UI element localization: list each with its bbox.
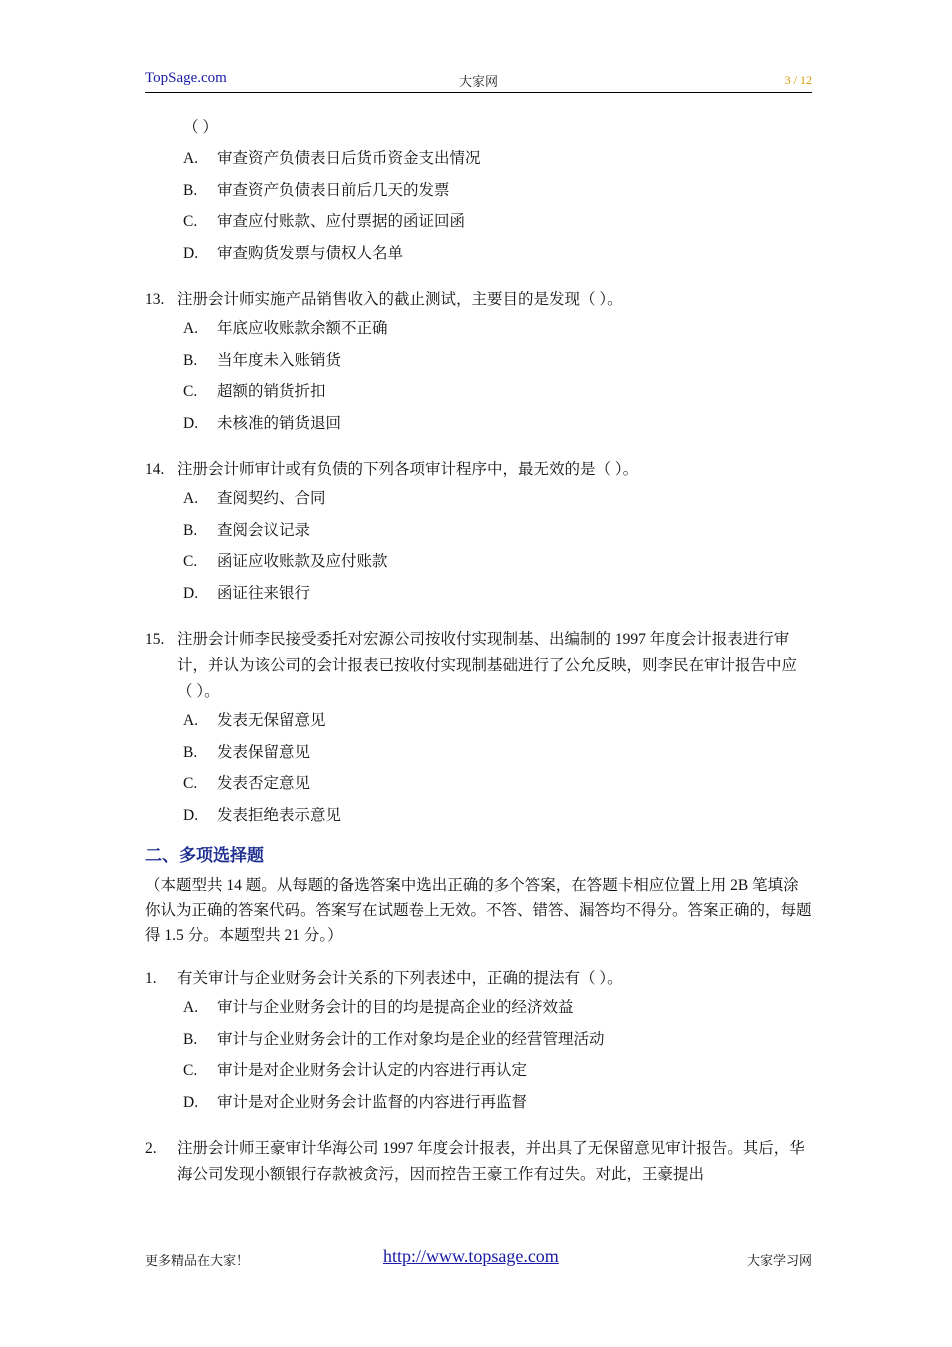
section-instructions: （本题型共 14 题。从每题的备选答案中选出正确的多个答案，在答题卡相应位置上用 2B 笔填涂你认为正确的答案代码。答案写在试题卷上无效。不答、错答、漏答均不得分。答案正确的，每题得 1.5 分。本题型共 21 分。） xyxy=(145,877,812,944)
question-number: 13. xyxy=(145,291,165,308)
footer-tagline: 更多精品在大家！ xyxy=(145,1253,250,1268)
option-letter: C. xyxy=(183,553,198,570)
mc-question-2 xyxy=(145,1136,812,1188)
question-13 xyxy=(145,287,812,439)
question-text: 注册会计师审计或有负债的下列各项审计程序中，最无效的是（ ）。 xyxy=(177,461,639,478)
option-text: 审查购货发票与债权人名单 xyxy=(217,244,404,262)
option-text: 审计是对企业财务会计监督的内容进行再监督 xyxy=(217,1093,528,1111)
option xyxy=(145,376,812,408)
option xyxy=(145,705,812,737)
option-text: 年底应收账款余额不正确 xyxy=(217,320,388,337)
footer-site-name: 大家学习网 xyxy=(746,1253,812,1268)
question-stem xyxy=(145,966,812,992)
option-text: 审计是对企业财务会计认定的内容进行再认定 xyxy=(217,1062,528,1079)
page-content xyxy=(145,112,812,1188)
option-letter: C. xyxy=(183,775,198,792)
option-text: 函证应收账款及应付账款 xyxy=(217,553,388,570)
option xyxy=(145,143,812,175)
question-number: 2. xyxy=(145,1140,157,1157)
option-text: 审查资产负债表日前后几天的发票 xyxy=(217,181,450,199)
option xyxy=(145,768,812,800)
footer-link[interactable]: http://www.topsage.com xyxy=(383,1246,559,1266)
option xyxy=(145,546,812,578)
option-text: 发表保留意见 xyxy=(217,743,311,761)
option xyxy=(145,206,812,238)
option-text: 发表无保留意见 xyxy=(217,712,326,729)
option-text: 查阅会议记录 xyxy=(217,521,311,539)
option-letter: B. xyxy=(183,351,198,369)
option-text: 当年度未入账销货 xyxy=(217,351,342,369)
option-letter: C. xyxy=(183,213,198,230)
option xyxy=(145,515,812,547)
header-title: 大家网 xyxy=(458,74,498,89)
question-14 xyxy=(145,457,812,609)
question-stem xyxy=(145,457,812,483)
option-text: 审计与企业财务会计的目的均是提高企业的经济效益 xyxy=(217,999,574,1016)
option xyxy=(145,238,812,270)
question-stem xyxy=(145,627,812,705)
option xyxy=(145,800,812,832)
option-text: 审查应付账款、应付票据的函证回函 xyxy=(217,213,466,230)
option-letter: B. xyxy=(183,1030,198,1048)
option xyxy=(145,737,812,769)
question-12-continued xyxy=(145,112,812,269)
page-header xyxy=(145,68,812,93)
option-letter: D. xyxy=(183,414,199,432)
option xyxy=(145,483,812,515)
option-letter: A. xyxy=(183,320,199,337)
option xyxy=(145,1024,812,1056)
option-letter: A. xyxy=(183,490,199,507)
option-text: 超额的销货折扣 xyxy=(217,383,326,400)
option-letter: A. xyxy=(183,712,199,729)
question-stem xyxy=(145,1136,812,1188)
option-letter: C. xyxy=(183,1062,198,1079)
header-page-number: 3 / 12 xyxy=(784,73,812,87)
option xyxy=(145,345,812,377)
option-text: 审查资产负债表日后货币资金支出情况 xyxy=(217,150,481,167)
option xyxy=(145,1087,812,1119)
option-letter: A. xyxy=(183,150,199,167)
question-text: 注册会计师王豪审计华海公司 1997 年度会计报表，并出具了无保留意见审计报告。其后，华海公司发现小额银行存款被贪污，因而控告王豪工作有过失。对此，王豪提出 xyxy=(177,1140,805,1183)
option-text: 发表否定意见 xyxy=(217,775,311,792)
option xyxy=(145,175,812,207)
option xyxy=(145,313,812,345)
option-letter: D. xyxy=(183,806,199,824)
option-letter: A. xyxy=(183,999,199,1016)
mc-question-1 xyxy=(145,966,812,1118)
section-heading: 二、多项选择题 xyxy=(145,846,264,866)
answer-paren: （ ） xyxy=(183,119,218,136)
option-text: 未核准的销货退回 xyxy=(217,414,342,432)
question-number: 14. xyxy=(145,461,165,478)
question-number: 15. xyxy=(145,631,165,648)
page-footer xyxy=(145,1246,812,1270)
option-text: 查阅契约、合同 xyxy=(217,490,326,507)
question-text: 注册会计师实施产品销售收入的截止测试，主要目的是发现（ ）。 xyxy=(177,291,623,308)
option-letter: B. xyxy=(183,181,198,199)
option-letter: D. xyxy=(183,584,199,602)
question-stem xyxy=(145,287,812,313)
question-number: 1. xyxy=(145,970,157,987)
option-letter: B. xyxy=(183,521,198,539)
option-letter: D. xyxy=(183,1093,199,1111)
question-text: 有关审计与企业财务会计关系的下列表述中，正确的提法有（ ）。 xyxy=(177,970,623,987)
header-site-name: TopSage.com xyxy=(145,70,227,86)
option xyxy=(145,578,812,610)
option-text: 函证往来银行 xyxy=(217,584,311,602)
question-15 xyxy=(145,627,812,831)
option-letter: D. xyxy=(183,244,199,262)
option xyxy=(145,408,812,440)
option-text: 审计与企业财务会计的工作对象均是企业的经营管理活动 xyxy=(217,1030,605,1048)
option xyxy=(145,992,812,1024)
option-letter: B. xyxy=(183,743,198,761)
option-letter: C. xyxy=(183,383,198,400)
option xyxy=(145,1055,812,1087)
option-text: 发表拒绝表示意见 xyxy=(217,806,342,824)
question-text: 注册会计师李民接受委托对宏源公司按收付实现制基、出编制的 1997 年度会计报表进行审计，并认为该公司的会计报表已按收付实现制基础进行了公允反映，则李民在审计报告中应（ ）。 xyxy=(177,631,798,700)
